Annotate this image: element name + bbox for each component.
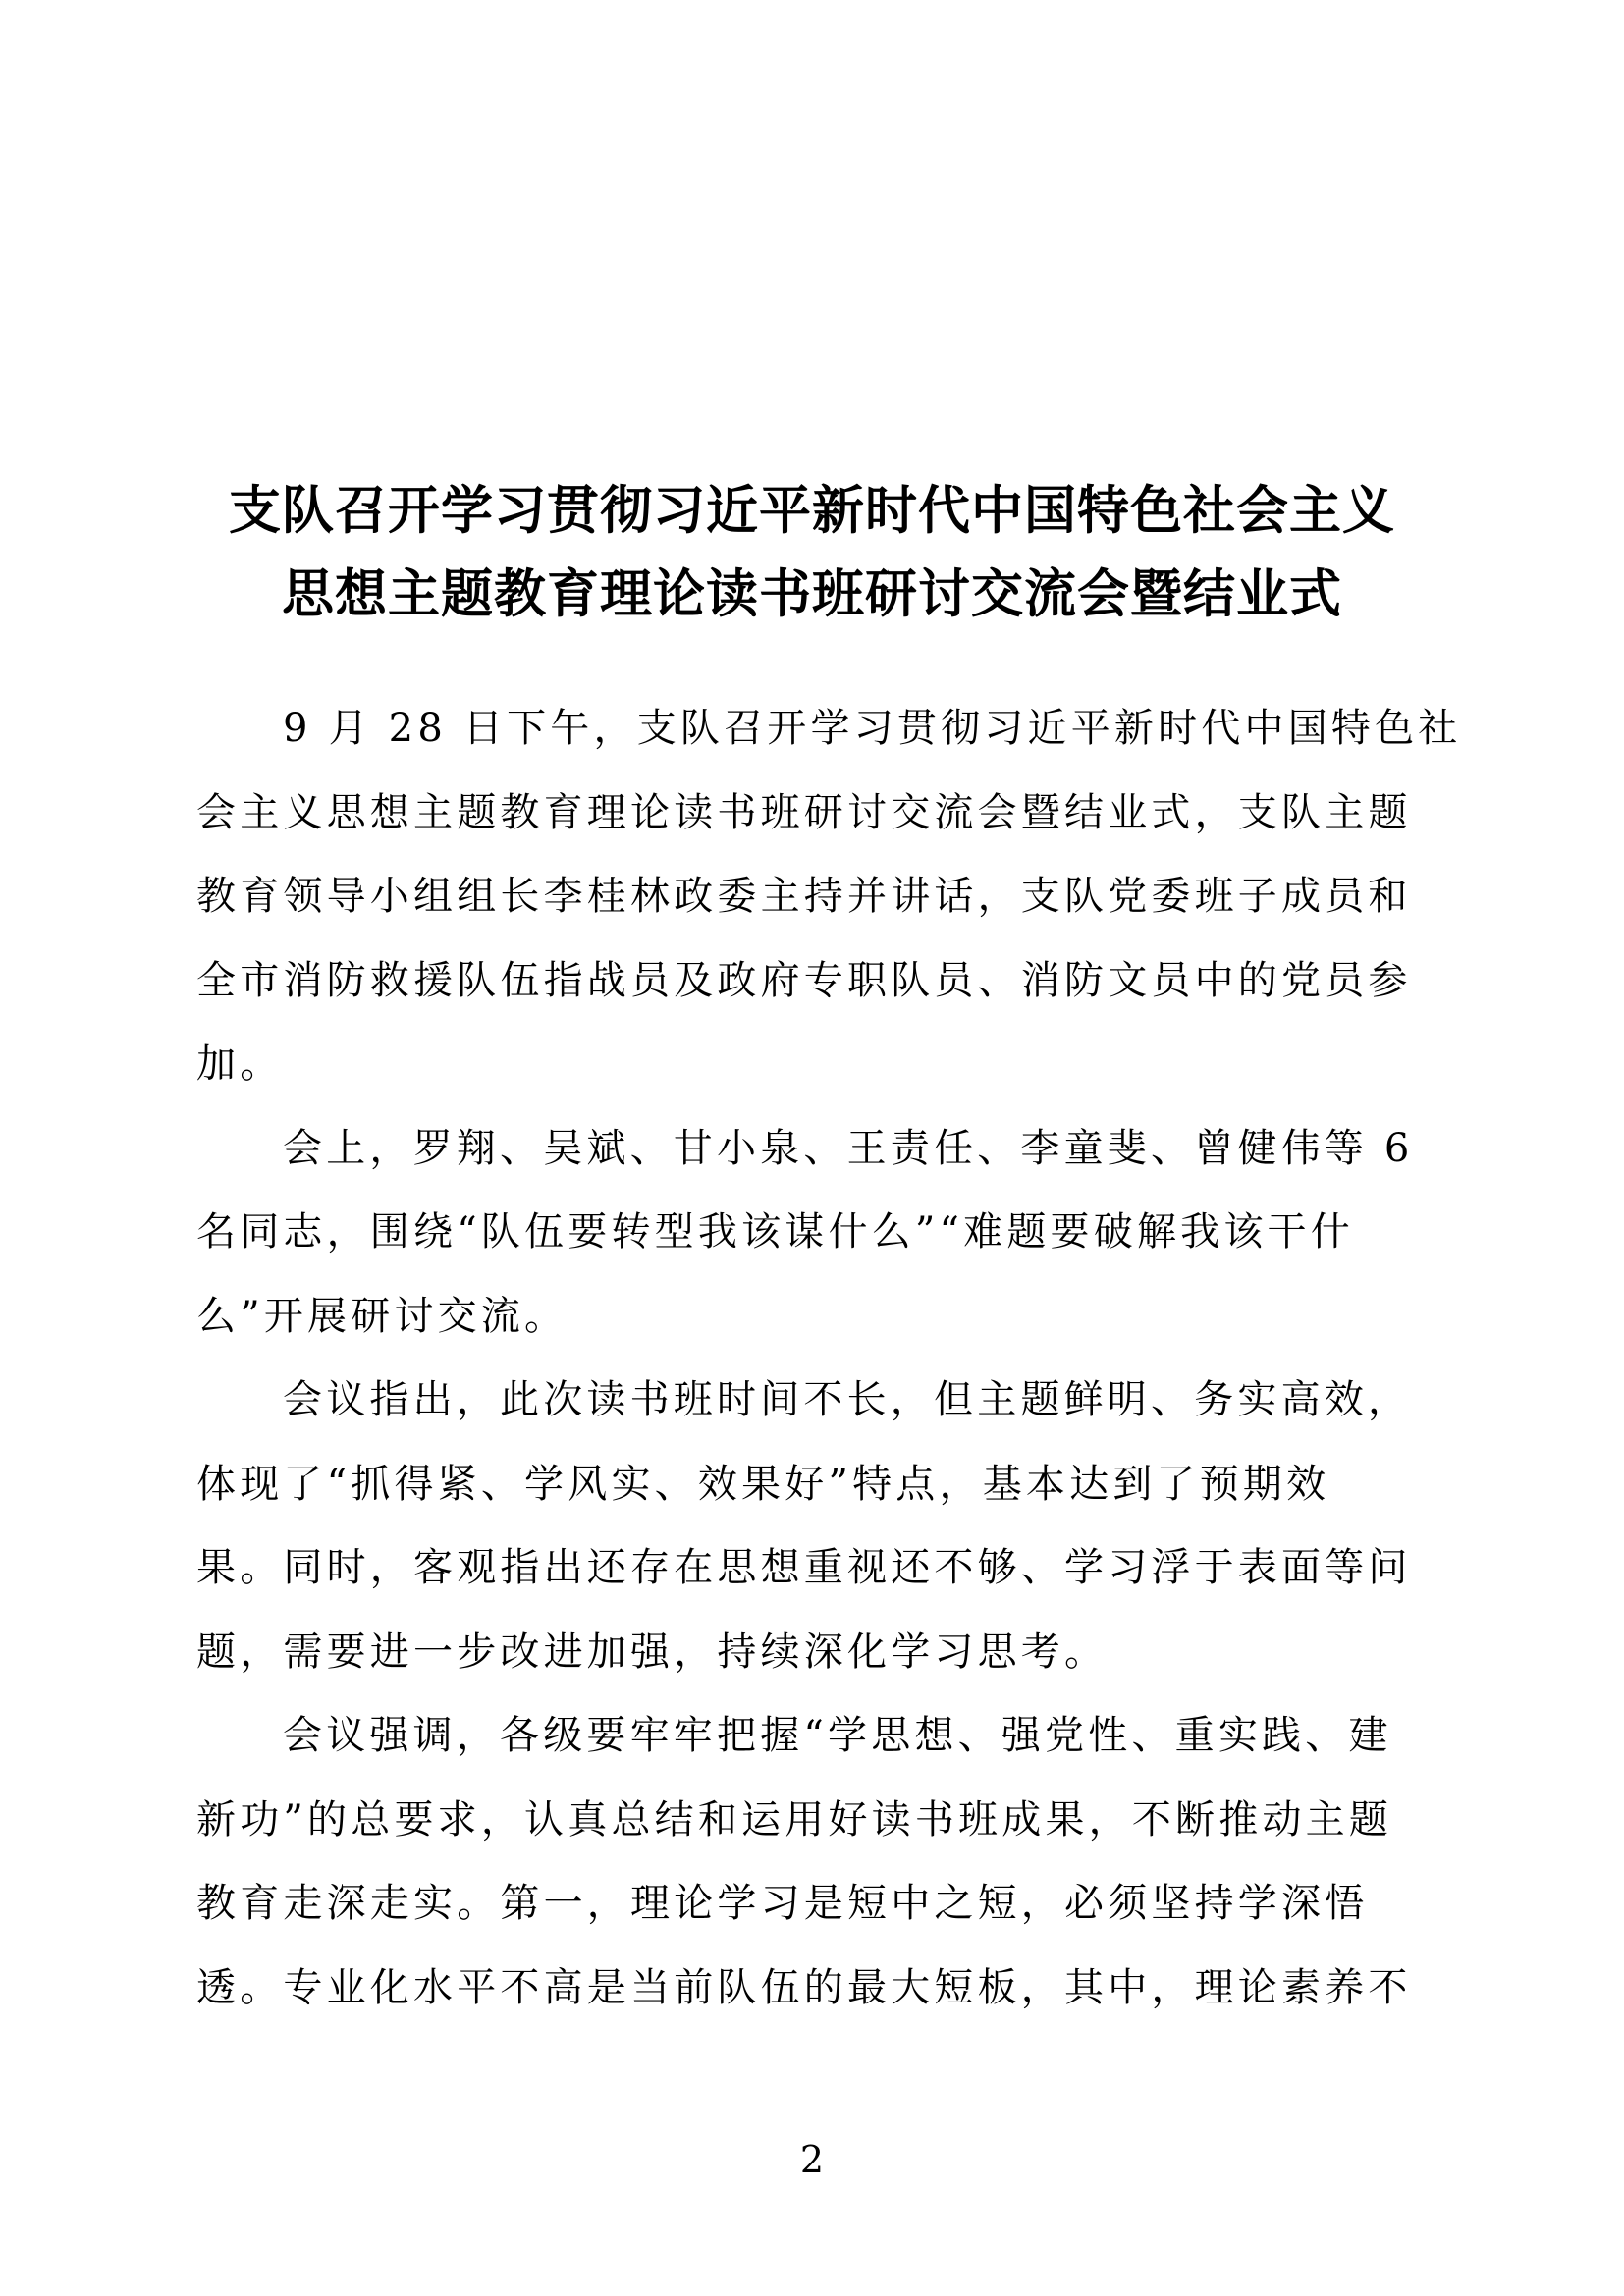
document-body: [196, 687, 1462, 2030]
text-line: 会议指出，此次读书班时间不长，但主题鲜明、务实高效，: [283, 1377, 1412, 1422]
document-title: [157, 469, 1467, 636]
page-number: 2: [799, 2138, 825, 2181]
paragraph-meeting-points: [196, 1359, 1418, 1694]
text-line: 名同志，围绕“队伍要转型我该谋什么”“难题要破解我该干什: [196, 1209, 1354, 1255]
paragraph-discussion: [196, 1107, 1418, 1360]
title-line: 支队召开学习贯彻习近平新时代中国特色社会主义: [229, 481, 1395, 541]
text-line: 会上，罗翔、吴斌、甘小泉、王责任、李童斐、曾健伟等 6: [283, 1125, 1414, 1171]
text-line: 教育走深走实。第一，理论学习是短中之短，必须坚持学深悟: [196, 1881, 1369, 1926]
text-line: 体现了“抓得紧、学风实、效果好”特点，基本达到了预期效: [196, 1461, 1330, 1507]
text-line: 果。同时，客观指出还存在思想重视还不够、学习浮于表面等问: [196, 1545, 1412, 1590]
text-line: 会议强调，各级要牢牢把握“学思想、强党性、重实践、建: [283, 1713, 1392, 1758]
text-line: 会主义思想主题教育理论读书班研讨交流会暨结业式，支队主题: [196, 789, 1412, 835]
text-line: 加。: [196, 1041, 284, 1087]
text-line: 教育领导小组组长李桂林政委主持并讲话，支队党委班子成员和: [196, 874, 1412, 919]
text-line: 么”开展研讨交流。: [196, 1293, 568, 1339]
text-line: 全市消防救援队伍指战员及政府专职队员、消防文员中的党员参: [196, 957, 1412, 1003]
text-line: 新功”的总要求，认真总结和运用好读书班成果，不断推动主题: [196, 1796, 1393, 1842]
text-line: 9 月 28 日下午，支队召开学习贯彻习近平新时代中国特色社: [283, 706, 1462, 751]
text-line: 透。专业化水平不高是当前队伍的最大短板，其中，理论素养不: [196, 1964, 1412, 2010]
paragraph-meeting-emphasis: [196, 1694, 1418, 2030]
title-line: 思想主题教育理论读书班研讨交流会暨结业式: [282, 564, 1342, 624]
text-line: 题，需要进一步改进加强，持续深化学习思考。: [196, 1629, 1109, 1675]
paragraph-meeting-intro: [196, 687, 1462, 1107]
